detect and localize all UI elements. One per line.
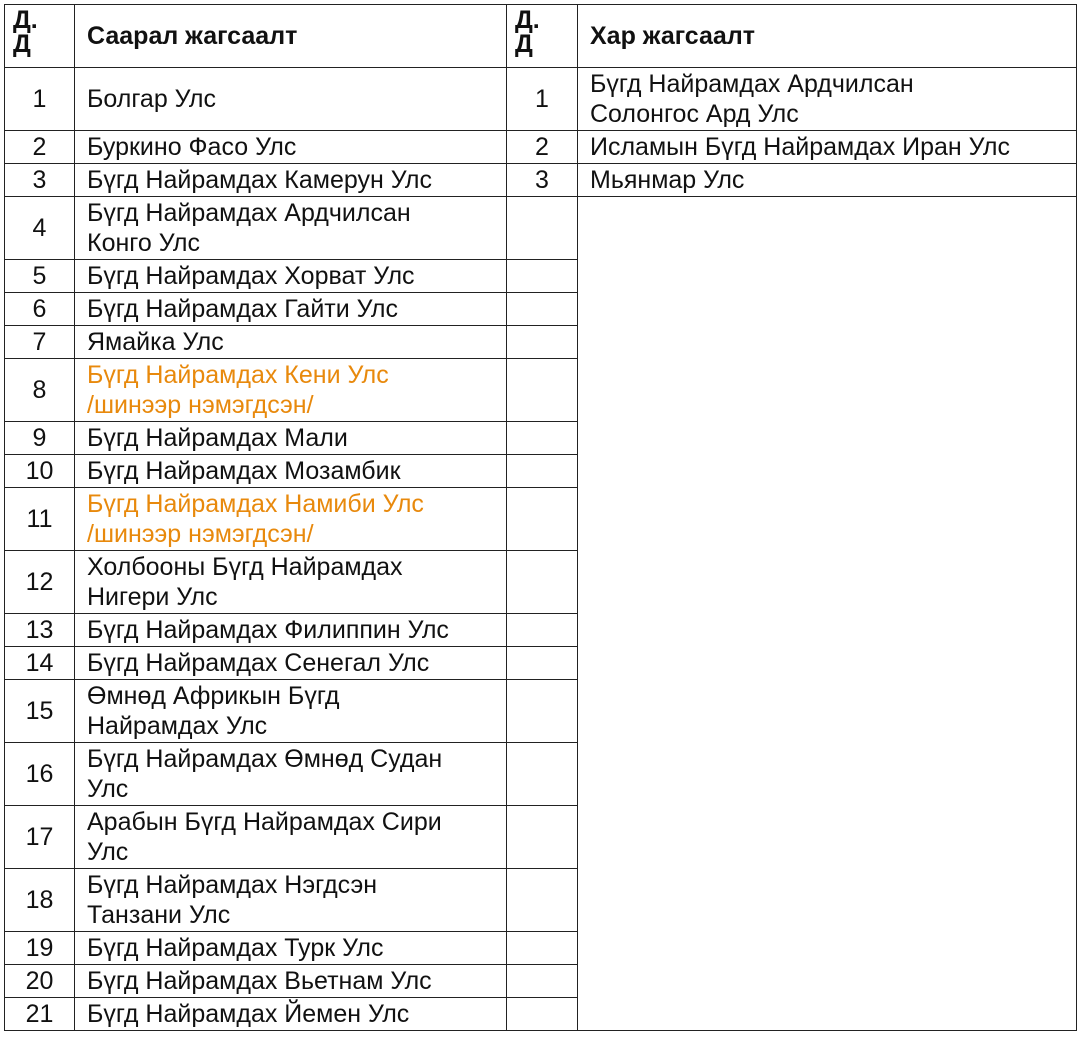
gray-list-number: 19 — [5, 932, 75, 965]
gray-list-title: Саарал жагсаалт — [75, 5, 507, 68]
black-list-empty-number — [507, 614, 578, 647]
gray-list-number: 12 — [5, 551, 75, 614]
gray-list-country: Бүгд Найрамдах Мозамбик — [75, 455, 507, 488]
table-row — [5, 164, 1077, 197]
black-no-header: Д. Д — [507, 5, 578, 68]
gray-list-country: Болгар Улс — [75, 68, 507, 131]
gray-list-number: 18 — [5, 869, 75, 932]
black-list-number: 1 — [507, 68, 578, 131]
gray-list-number: 14 — [5, 647, 75, 680]
black-list-empty-area — [578, 197, 1077, 1031]
black-list-empty-number — [507, 422, 578, 455]
black-list-country: Бүгд Найрамдах Ардчилсан Солонгос Ард Улс — [578, 68, 1077, 131]
gray-list-number: 9 — [5, 422, 75, 455]
country-lists-table — [4, 4, 1077, 1031]
table-row — [5, 131, 1077, 164]
gray-list-number: 11 — [5, 488, 75, 551]
black-list-empty-number — [507, 488, 578, 551]
gray-list-number: 15 — [5, 680, 75, 743]
gray-list-number: 10 — [5, 455, 75, 488]
black-list-empty-number — [507, 932, 578, 965]
gray-list-country: Бүгд Найрамдах Ардчилсан Конго Улс — [75, 197, 507, 260]
black-list-empty-number — [507, 359, 578, 422]
black-list-empty-number — [507, 293, 578, 326]
gray-list-number: 3 — [5, 164, 75, 197]
gray-list-country: Бүгд Найрамдах Өмнөд Судан Улс — [75, 743, 507, 806]
black-list-empty-number — [507, 806, 578, 869]
gray-list-number: 8 — [5, 359, 75, 422]
table-row — [5, 68, 1077, 131]
black-list-empty-number — [507, 551, 578, 614]
gray-list-number: 6 — [5, 293, 75, 326]
gray-list-number: 13 — [5, 614, 75, 647]
gray-list-country: Бүгд Найрамдах Гайти Улс — [75, 293, 507, 326]
table-row — [5, 197, 1077, 260]
black-list-empty-number — [507, 197, 578, 260]
gray-list-country: Бүгд Найрамдах Хорват Улс — [75, 260, 507, 293]
gray-list-country: Арабын Бүгд Найрамдах Сири Улс — [75, 806, 507, 869]
gray-no-header: Д. Д — [5, 5, 75, 68]
gray-list-country: Бүгд Найрамдах Сенегал Улс — [75, 647, 507, 680]
black-list-number: 3 — [507, 164, 578, 197]
gray-list-number: 1 — [5, 68, 75, 131]
black-list-title: Хар жагсаалт — [578, 5, 1077, 68]
black-list-empty-number — [507, 326, 578, 359]
black-list-empty-number — [507, 998, 578, 1031]
gray-list-country: Бүгд Найрамдах Кени Улс /шинээр нэмэгдсэн/ — [75, 359, 507, 422]
black-list-empty-number — [507, 260, 578, 293]
gray-list-country: Бүгд Найрамдах Мали — [75, 422, 507, 455]
black-list-empty-number — [507, 869, 578, 932]
gray-list-country: Бүгд Найрамдах Турк Улс — [75, 932, 507, 965]
gray-list-country: Холбооны Бүгд Найрамдах Нигери Улс — [75, 551, 507, 614]
gray-list-country: Бүгд Найрамдах Йемен Улс — [75, 998, 507, 1031]
gray-list-number: 21 — [5, 998, 75, 1031]
gray-list-country: Бүгд Найрамдах Нэгдсэн Танзани Улс — [75, 869, 507, 932]
gray-list-number: 20 — [5, 965, 75, 998]
black-list-empty-number — [507, 965, 578, 998]
gray-list-country: Бүгд Найрамдах Намиби Улс /шинээр нэмэгдсэн/ — [75, 488, 507, 551]
gray-list-country: Өмнөд Африкын Бүгд Найрамдах Улс — [75, 680, 507, 743]
black-list-country: Мьянмар Улс — [578, 164, 1077, 197]
black-list-empty-number — [507, 743, 578, 806]
black-list-empty-number — [507, 647, 578, 680]
gray-list-number: 16 — [5, 743, 75, 806]
black-list-number: 2 — [507, 131, 578, 164]
gray-list-country: Бүгд Найрамдах Филиппин Улс — [75, 614, 507, 647]
black-list-empty-number — [507, 680, 578, 743]
gray-list-number: 5 — [5, 260, 75, 293]
black-list-empty-number — [507, 455, 578, 488]
gray-list-country: Буркино Фасо Улс — [75, 131, 507, 164]
gray-list-number: 17 — [5, 806, 75, 869]
gray-list-country: Бүгд Найрамдах Камерун Улс — [75, 164, 507, 197]
gray-list-number: 4 — [5, 197, 75, 260]
gray-list-country: Бүгд Найрамдах Вьетнам Улс — [75, 965, 507, 998]
header-row — [5, 5, 1077, 68]
black-list-country: Исламын Бүгд Найрамдах Иран Улс — [578, 131, 1077, 164]
gray-list-country: Ямайка Улс — [75, 326, 507, 359]
gray-list-number: 7 — [5, 326, 75, 359]
gray-list-number: 2 — [5, 131, 75, 164]
